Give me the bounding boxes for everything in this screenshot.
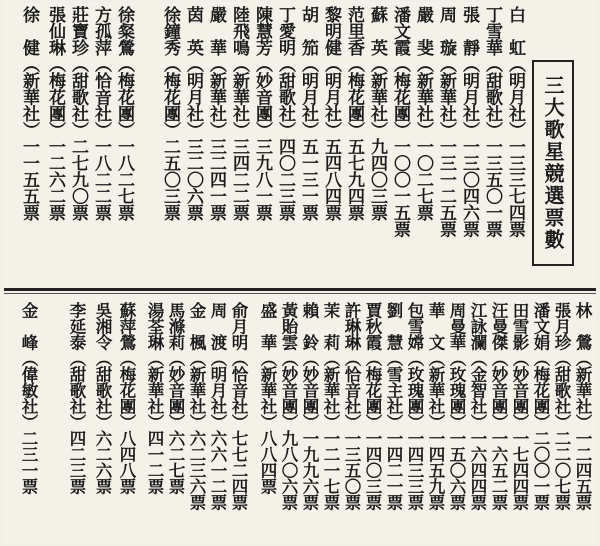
list-item: 徐 健（新華社）一一五五票 bbox=[19, 6, 39, 221]
list-item: 湯荃琳（新華社）四一二票 bbox=[145, 302, 164, 494]
list-item: 林 鶯（新華社）一二四五票 bbox=[573, 302, 592, 510]
list-item: 馬滌莉（妙音團）六二七票 bbox=[166, 302, 185, 494]
list-item: 華 文（新華社）一四五九票 bbox=[426, 302, 445, 510]
list-item: 許琳琳（恰音社）一三五〇票 bbox=[342, 302, 361, 510]
list-item: 江詠瀾（金智社）一六四四票 bbox=[468, 302, 487, 510]
section-divider bbox=[4, 288, 596, 291]
list-item: 丁愛明（甜歌社）四〇二三票 bbox=[275, 6, 295, 221]
list-item: 劉 慧（雪主社）一四二一票 bbox=[384, 302, 403, 510]
title-box bbox=[532, 60, 574, 266]
list-item: 張月珍（甜歌社）二二〇七票 bbox=[552, 302, 571, 510]
list-item: 賴 鈴（妙音團）一九九六票 bbox=[300, 302, 319, 510]
list-item: 丁雪華（甜歌社）一三五〇一票 bbox=[482, 6, 502, 237]
list-item: 張仙琳（梅花團）一二六二票 bbox=[45, 6, 65, 221]
list-item: 金 楓（新華社）六二三六票 bbox=[187, 302, 206, 510]
list-item: 包雪嫦（玫瑰團）一四三三票 bbox=[405, 302, 424, 510]
list-item: 蘇 英（新華社）九四〇三票 bbox=[367, 6, 387, 221]
list-item: 胡 笳（明月社）五一三一票 bbox=[298, 6, 318, 221]
list-item: 徐鐘秀（梅花團）二五〇三票 bbox=[160, 6, 180, 221]
list-item: 李延泰（甜歌社）四二三票 bbox=[67, 302, 86, 494]
newspaper-clipping bbox=[4, 2, 596, 542]
list-item: 盛 華（新華社）八八四票 bbox=[258, 302, 277, 494]
list-item: 潘文娟（梅花團）二〇〇一票 bbox=[531, 302, 550, 510]
list-item: 黃貽雲（妙音團）九八〇六票 bbox=[279, 302, 298, 510]
list-item: 田雪影（妙音團）一七四四票 bbox=[510, 302, 529, 510]
list-item: 陸飛鳴（新華社）三四二二票 bbox=[229, 6, 249, 221]
list-item: 嚴 斐（新華社）一〇二七票 bbox=[413, 6, 433, 221]
list-item: 張 靜（明月社）一三〇四六票 bbox=[459, 6, 479, 237]
list-item: 茵 英（明月社）三二〇六票 bbox=[183, 6, 203, 221]
list-item: 汪曼傑（妙音團）一六五二票 bbox=[489, 302, 508, 510]
list-item: 茉 莉（新華社）一二一七票 bbox=[321, 302, 340, 510]
list-item: 潘文霞（梅花團）一〇〇一五票 bbox=[390, 6, 410, 237]
list-item: 吳湘令（甜歌社）六二六票 bbox=[93, 302, 112, 494]
list-item: 徐粲鶯（梅花團）一八二七票 bbox=[114, 6, 134, 221]
list-item: 方孤萍（恰音社）一八二二票 bbox=[91, 6, 111, 221]
list-item: 周 璇（新華社）一三一二五票 bbox=[436, 6, 456, 237]
list-item: 嚴 華（新華社）三二四一票 bbox=[206, 6, 226, 221]
list-item: 莊寶珍（甜歌社）二七九〇票 bbox=[68, 6, 88, 221]
list-item: 俞月明（恰音社）七七二四票 bbox=[229, 302, 248, 510]
section-divider-thin bbox=[4, 293, 596, 294]
list-item: 周 渡（明月社）六六一二票 bbox=[208, 302, 227, 510]
list-item: 周曼華（玫瑰團）一五〇六票 bbox=[447, 302, 466, 510]
page-title: 三大歌星競選票數 bbox=[541, 75, 565, 251]
list-item: 黎明健（明月社）五四八四票 bbox=[321, 6, 341, 221]
list-item: 賈秋霞（梅花團）一四〇三票 bbox=[363, 302, 382, 510]
list-item: 蘇萍鶯（梅花團）八四八票 bbox=[117, 302, 136, 494]
list-item: 白 虹（明月社）一三三七四票 bbox=[505, 6, 525, 237]
list-item: 金 峰（偉敏社）二三一票 bbox=[19, 302, 38, 494]
list-item: 范里香（梅花團）五七九四票 bbox=[344, 6, 364, 221]
list-item: 陳慧芳（妙音團）三九八一票 bbox=[252, 6, 272, 221]
